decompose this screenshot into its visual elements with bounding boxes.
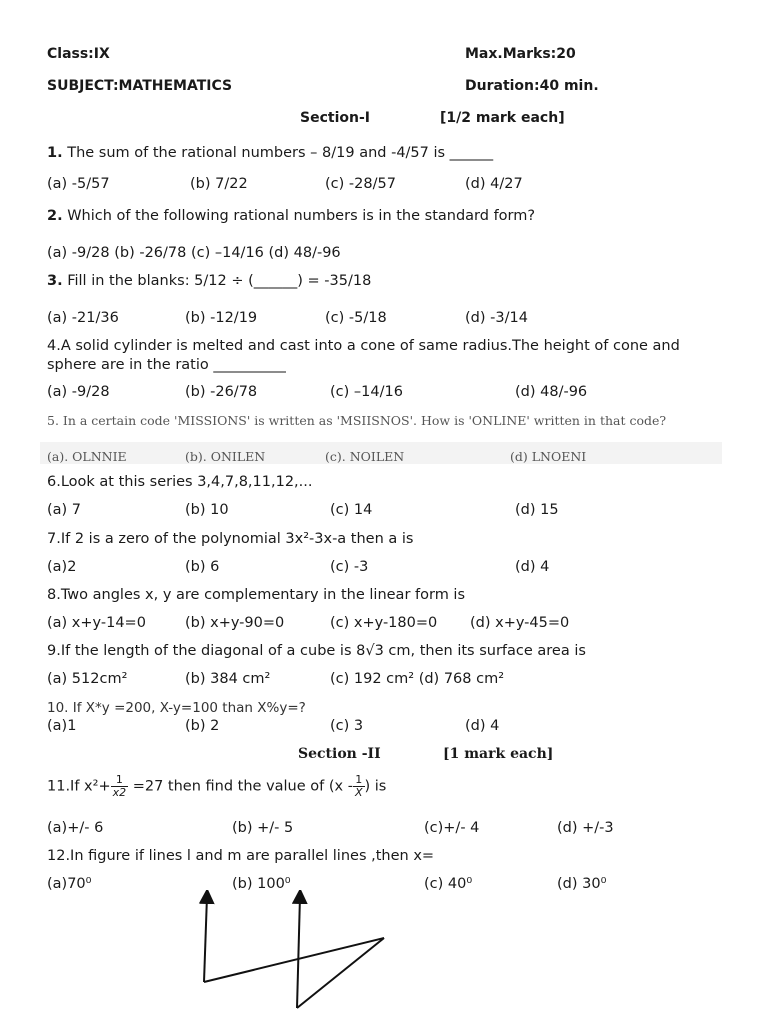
question-11 <box>47 774 386 799</box>
q3-option-c: (c) -5/18 <box>325 310 387 326</box>
q5-option-d: (d) LNOENI <box>510 449 587 464</box>
q3-option-b: (b) -12/19 <box>185 310 258 326</box>
q4-option-a: (a) -9/28 <box>47 384 110 400</box>
question-3-text: Fill in the blanks: 5/12 ÷ (______) = -35/18 <box>62 273 372 289</box>
question-8: 8.Two angles x, y are complementary in the linear form is <box>47 587 466 603</box>
q10-option-c: (c) 3 <box>330 718 364 734</box>
q11-frac1-den: x2 <box>112 786 127 799</box>
q6-option-d: (d) 15 <box>515 502 559 518</box>
q10-option-d: (d) 4 <box>465 718 500 734</box>
q7-option-a: (a)2 <box>47 559 77 575</box>
question-1 <box>47 145 493 161</box>
parallel-lines-figure <box>190 890 400 1015</box>
q4-option-d: (d) 48/-96 <box>515 384 588 400</box>
q12-option-d: (d) 30⁰ <box>557 876 607 892</box>
question-4-line2: sphere are in the ratio __________ <box>47 357 286 373</box>
q9-option-c-d: (c) 192 cm² (d) 768 cm² <box>330 671 505 687</box>
q7-option-d: (d) 4 <box>515 559 550 575</box>
q9-option-b: (b) 384 cm² <box>185 671 271 687</box>
q12-option-b: (b) 100⁰ <box>232 876 291 892</box>
q8-option-a: (a) x+y-14=0 <box>47 615 146 631</box>
section1-marks: [1/2 mark each] <box>440 110 565 126</box>
question-3-number: 3. <box>47 273 63 289</box>
question-9: 9.If the length of the diagonal of a cube is 8√3 cm, then its surface area is <box>47 643 586 659</box>
q12-option-c: (c) 40⁰ <box>424 876 473 892</box>
q11-prefix: 11.If x²+ <box>47 778 111 795</box>
q6-option-a: (a) 7 <box>47 502 82 518</box>
q11-frac2-den: X <box>354 786 363 799</box>
q4-option-b: (b) -26/78 <box>185 384 258 400</box>
line-m <box>297 896 300 1008</box>
section2-title: Section -II <box>298 746 381 762</box>
q6-option-b: (b) 10 <box>185 502 229 518</box>
q3-option-a: (a) -21/36 <box>47 310 119 326</box>
question-12: 12.In figure if lines l and m are parallel lines ,then x= <box>47 848 435 864</box>
q8-option-c: (c) x+y-180=0 <box>330 615 438 631</box>
q1-option-a: (a) -5/57 <box>47 176 110 192</box>
duration-label: Duration:40 min. <box>465 78 599 94</box>
q11-option-c: (c)+/- 4 <box>424 820 480 836</box>
subject-label: SUBJECT:MATHEMATICS <box>47 78 233 94</box>
q11-suffix: ) is <box>364 778 387 795</box>
q11-option-a: (a)+/- 6 <box>47 820 104 836</box>
question-6: 6.Look at this series 3,4,7,8,11,12,... <box>47 474 313 490</box>
q9-option-a: (a) 512cm² <box>47 671 128 687</box>
question-10: 10. If X*y =200, X-y=100 than X%y=? <box>47 700 306 716</box>
line-l <box>204 896 207 982</box>
section2-marks: [1 mark each] <box>443 746 554 762</box>
q11-frac1-num: 1 <box>111 774 129 787</box>
q1-option-c: (c) -28/57 <box>325 176 396 192</box>
question-1-text: The sum of the rational numbers – 8/19 and -4/57 is ______ <box>62 145 494 161</box>
max-marks-label: Max.Marks:20 <box>465 46 576 62</box>
question-4-line1: 4.A solid cylinder is melted and cast into a cone of same radius.The height of cone and <box>47 338 680 354</box>
q4-option-c: (c) –14/16 <box>330 384 403 400</box>
q7-option-c: (c) -3 <box>330 559 369 575</box>
question-7: 7.If 2 is a zero of the polynomial 3x²-3x-a then a is <box>47 531 414 547</box>
q8-option-d: (d) x+y-45=0 <box>470 615 570 631</box>
q10-option-b: (b) 2 <box>185 718 220 734</box>
q12-option-a: (a)70⁰ <box>47 876 92 892</box>
q3-option-d: (d) -3/14 <box>465 310 528 326</box>
question-5: 5. In a certain code 'MISSIONS' is written as 'MSIISNOS'. How is 'ONLINE' written in that code? <box>47 413 667 428</box>
q7-option-b: (b) 6 <box>185 559 220 575</box>
q11-frac2-num: 1 <box>353 774 365 787</box>
q11-fraction-2 <box>353 774 365 799</box>
q5-option-c: (c). NOILEN <box>325 449 405 464</box>
question-2-number: 2. <box>47 208 63 224</box>
class-label: Class:IX <box>47 46 110 62</box>
q5-option-b: (b). ONILEN <box>185 449 266 464</box>
q11-option-d: (d) +/-3 <box>557 820 614 836</box>
q8-option-b: (b) x+y-90=0 <box>185 615 285 631</box>
q6-option-c: (c) 14 <box>330 502 373 518</box>
q11-fraction-1 <box>111 774 129 799</box>
question-2-text: Which of the following rational numbers is in the standard form? <box>62 208 536 224</box>
q1-option-d: (d) 4/27 <box>465 176 523 192</box>
q1-option-b: (b) 7/22 <box>190 176 248 192</box>
question-2 <box>47 208 535 224</box>
q10-option-a: (a)1 <box>47 718 77 734</box>
question-1-number: 1. <box>47 145 63 161</box>
q11-middle: =27 then find the value of (x - <box>128 778 353 795</box>
question-3 <box>47 273 371 289</box>
section1-title: Section-I <box>300 110 370 126</box>
q5-option-a: (a). OLNNIE <box>47 449 127 464</box>
q11-option-b: (b) +/- 5 <box>232 820 294 836</box>
q2-options: (a) -9/28 (b) -26/78 (c) –14/16 (d) 48/-96 <box>47 245 341 261</box>
